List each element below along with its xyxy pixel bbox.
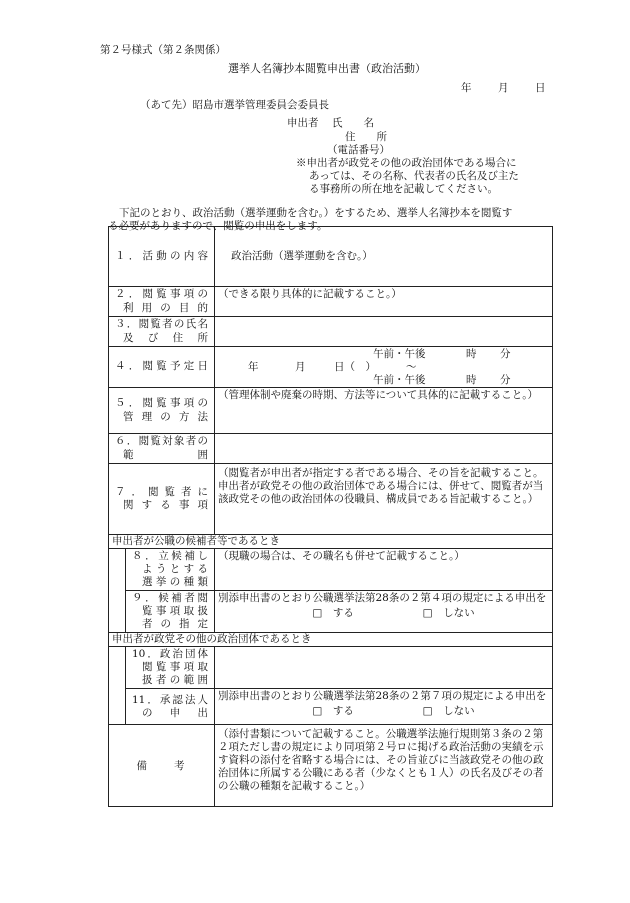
approved-corp-field <box>215 689 553 725</box>
election-type-field[interactable]: （現職の場合は、その職名も併せて記載すること。） <box>215 548 553 590</box>
start-minute-label: 分 <box>500 348 511 360</box>
remarks-field[interactable]: （添付書類について記載すること。公職選挙法施行規則第３条の２第２項ただし書の規定により同項第２号ロに掲げる政治活動の実績を示す資料の添付を省略する場合には、その旨並びに当該政党その他の政治団体に所属する公職にある者（少なくとも１人）の氏名及びその者の公職の種類を記載すること。） <box>215 725 553 807</box>
candidate-handler-yes-checkbox[interactable]: □ する <box>312 606 354 619</box>
row-remarks <box>109 725 553 807</box>
end-hour-label: 時 <box>466 374 477 386</box>
scheduled-date-field[interactable] <box>215 347 553 388</box>
row-viewer-matters <box>109 464 553 535</box>
date-day-unit: 日（ ） <box>334 361 376 373</box>
viewer-name-address-field[interactable] <box>215 317 553 347</box>
candidate-handler-text: 別添申出書のとおり公職選挙法第28条の２第４項の規定による申出を <box>218 591 547 604</box>
candidate-handler-label: ９．候補者閲 覧事項取扱 者の指定 <box>126 590 215 632</box>
remarks-label: 備 考 <box>109 725 215 807</box>
row-viewer-name-address <box>109 317 553 347</box>
activity-content-label: １．活動の内容 <box>109 227 215 287</box>
date-range-tilde: ～ <box>406 361 417 373</box>
election-type-label: ８．立候補し ようとする 選挙の種類 <box>126 548 215 590</box>
applicant-note-line: あっては、その名称、代表者の氏名及び主た <box>309 170 519 182</box>
management-method-label: ５．閲覧事項の 管理の方法 <box>109 388 215 434</box>
applicant-note-line: る事務所の所在地を記載してください。 <box>309 183 498 195</box>
approved-corp-text: 別添申出書のとおり公職選挙法第28条の２第７項の規定による申出を <box>218 690 547 703</box>
date-month-label: 月 <box>498 82 509 94</box>
indent-cell <box>109 590 126 632</box>
row-target-range <box>109 434 553 464</box>
row-management-method <box>109 388 553 434</box>
row-scheduled-date <box>109 347 553 388</box>
start-ampm: 午前・午後 <box>373 348 426 360</box>
candidate-handler-no-checkbox[interactable]: □ しない <box>422 606 475 619</box>
form-number: 第２号様式（第２条関係） <box>100 44 226 56</box>
date-year-label: 年 <box>461 82 472 94</box>
row-candidate-handler <box>109 590 553 632</box>
indent-cell <box>109 548 126 590</box>
intro-text-line: る必要がありますので、閲覧の申出をします。 <box>108 220 328 232</box>
row-party-handler-range <box>109 646 553 688</box>
purpose-field[interactable]: （できる限り具体的に記載すること。） <box>215 287 553 317</box>
applicant-note-line: ※申出者が政党その他の政治団体である場合に <box>296 157 517 169</box>
viewer-matters-label: ７．閲覧者に 関する事項 <box>109 464 215 535</box>
end-ampm: 午前・午後 <box>373 374 426 386</box>
party-handler-range-field[interactable] <box>215 646 553 688</box>
candidate-handler-field <box>215 590 553 632</box>
applicant-phone-label: （電話番号） <box>327 144 390 156</box>
applicant-name-label: 氏 名 <box>332 117 374 129</box>
start-hour-label: 時 <box>466 348 477 360</box>
viewer-name-address-label: ３．閲覧者の氏名 及び住所 <box>109 317 215 347</box>
row-section-candidate <box>109 535 553 549</box>
date-month-unit: 月 <box>295 361 306 373</box>
indent-cell <box>109 689 126 725</box>
application-form-table <box>108 226 553 807</box>
section-candidate-heading: 申出者が公職の候補者等であるとき <box>109 535 553 549</box>
target-range-field[interactable] <box>215 434 553 464</box>
approved-corp-no-checkbox[interactable]: □ しない <box>422 705 475 718</box>
row-approved-corp <box>109 689 553 725</box>
end-minute-label: 分 <box>500 374 511 386</box>
form-title: 選挙人名簿抄本閲覧申出書（政治活動） <box>228 62 426 75</box>
row-election-type <box>109 548 553 590</box>
applicant-label: 申出者 <box>287 117 319 129</box>
scheduled-date-label: ４．閲覧予定日 <box>109 347 215 388</box>
section-party-heading: 申出者が政党その他の政治団体であるとき <box>109 633 553 647</box>
indent-cell <box>109 646 126 688</box>
management-method-field[interactable]: （管理体制や廃棄の時期、方法等について具体的に記載すること。） <box>215 388 553 434</box>
row-section-party <box>109 633 553 647</box>
party-handler-range-label: 10．政治団体 閲覧事項取 扱者の範囲 <box>126 646 215 688</box>
approved-corp-yes-checkbox[interactable]: □ する <box>312 705 354 718</box>
intro-text-line: 下記のとおり、政治活動（選挙運動を含む。）をするため、選挙人名簿抄本を閲覧す <box>119 207 513 219</box>
activity-content-field[interactable]: 政治活動（選挙運動を含む。） <box>215 227 553 287</box>
viewer-matters-field[interactable]: （閲覧者が申出者が指定する者である場合、その旨を記載すること。申出者が政党その他の政治団体である場合には、併せて、閲覧者が当該政党その他の政治団体の役職員、構成員である旨記載すること。） <box>215 464 553 535</box>
date-year-unit: 年 <box>248 361 259 373</box>
date-day-label: 日 <box>535 82 546 94</box>
row-activity-content <box>109 227 553 287</box>
addressee: （あて先）昭島市選挙管理委員会委員長 <box>140 99 329 111</box>
purpose-label: ２．閲覧事項の 利用の目的 <box>109 287 215 317</box>
target-range-label: ６．閲覧対象者の 範囲 <box>109 434 215 464</box>
approved-corp-label: 11．承認法人 の申出 <box>126 689 215 725</box>
row-purpose <box>109 287 553 317</box>
applicant-address-label: 住 所 <box>345 131 387 143</box>
